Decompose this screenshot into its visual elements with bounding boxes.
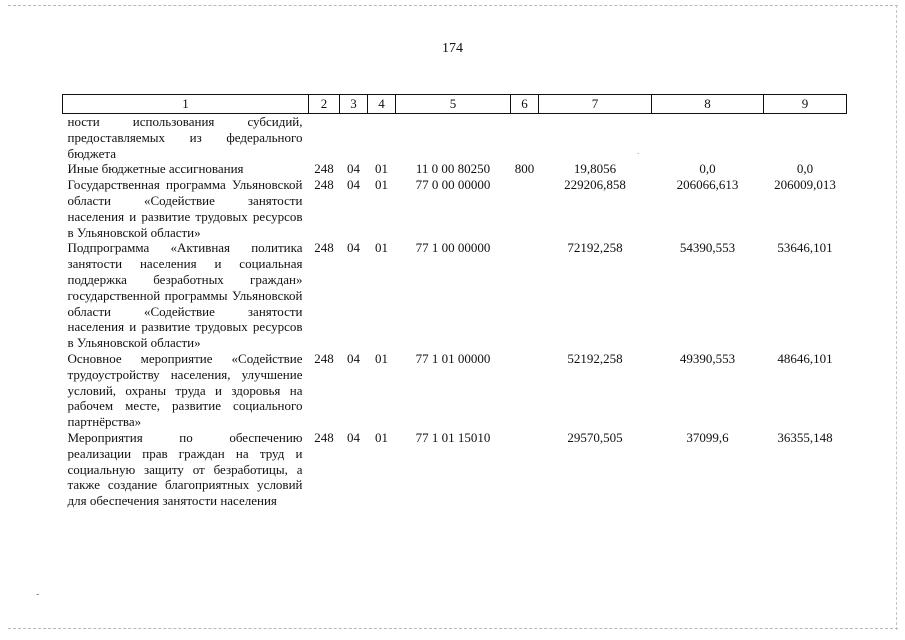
section-code: 04 <box>347 161 360 177</box>
amount-year-2: 37099,6 <box>686 429 729 445</box>
admin-code: 248 <box>314 350 334 366</box>
row-description: Основное мероприятие «Содействие трудоустройству населения, улучшение условий, охраны труда и здоровья на рабочем месте, развитие социального партнёрства» <box>67 350 303 430</box>
amount-year-1: 72192,258 <box>567 240 623 256</box>
target-article-code: 77 1 00 00000 <box>415 240 491 256</box>
amount-year-3 <box>764 114 847 162</box>
amount-year-3: 48646,101 <box>777 350 833 366</box>
column-header-6: 6 <box>511 95 539 114</box>
section-code: 04 <box>347 177 360 193</box>
budget-table <box>62 94 847 509</box>
amount-year-3: 206009,013 <box>774 177 836 193</box>
amount-year-1: 29570,505 <box>567 429 623 445</box>
amount-year-1: 19,8056 <box>573 161 617 177</box>
table-row <box>63 240 847 351</box>
admin-code: 248 <box>314 177 334 193</box>
amount-year-2: 0,0 <box>699 161 716 177</box>
scan-edge-right <box>896 5 897 630</box>
row-description: Иные бюджетные ассигнования <box>67 161 244 177</box>
column-header-1: 1 <box>63 95 309 114</box>
table-row <box>63 114 847 162</box>
subsection-code <box>368 114 396 162</box>
target-article-code <box>396 114 511 162</box>
row-description: Подпрограмма «Активная политика занятости населения и социальная поддержка безработных граждан» государственной программы Ульяновской области «Содействие занятости населения и развитие трудовых ресурсов в Ульяновской области» <box>67 240 303 351</box>
amount-year-2: 54390,553 <box>679 240 736 256</box>
section-code: 04 <box>347 240 360 256</box>
column-header-9: 9 <box>764 95 847 114</box>
section-code <box>340 114 368 162</box>
amount-year-3: 0,0 <box>796 161 814 177</box>
column-header-4: 4 <box>368 95 396 114</box>
column-header-3: 3 <box>340 95 368 114</box>
admin-code: 248 <box>314 429 334 445</box>
column-header-7: 7 <box>539 95 652 114</box>
target-article-code: 77 1 01 00000 <box>415 350 491 366</box>
column-header-2: 2 <box>309 95 340 114</box>
expense-type-code: 800 <box>514 161 535 177</box>
subsection-code: 01 <box>375 240 388 256</box>
section-code: 04 <box>347 429 360 445</box>
subsection-code: 01 <box>375 350 388 366</box>
table-row <box>63 177 847 240</box>
page-number: 174 <box>442 41 463 56</box>
admin-code: 248 <box>314 240 334 256</box>
amount-year-2 <box>652 114 764 162</box>
header-row <box>63 95 847 114</box>
admin-code <box>309 114 340 162</box>
table-row <box>63 161 847 177</box>
scan-edge-top <box>8 5 898 6</box>
target-article-code: 77 1 01 15010 <box>415 429 491 445</box>
amount-year-3: 53646,101 <box>777 240 833 256</box>
section-code: 04 <box>347 350 360 366</box>
column-header-8: 8 <box>652 95 764 114</box>
amount-year-2: 49390,553 <box>679 350 736 366</box>
scan-edge-bottom <box>8 628 898 629</box>
table-row <box>63 430 847 509</box>
expense-type-code <box>511 351 539 430</box>
scan-mark: - <box>36 589 40 600</box>
subsection-code: 01 <box>375 161 388 177</box>
amount-year-2: 206066,613 <box>676 177 739 193</box>
row-description: Мероприятия по обеспечению реализации прав граждан на труд и социальную защиту от безработицы, а также создание благоприятных условий для обеспечения занятости населения <box>67 429 303 509</box>
subsection-code: 01 <box>375 177 388 193</box>
expense-type-code <box>511 430 539 509</box>
subsection-code: 01 <box>375 429 388 445</box>
admin-code: 248 <box>314 161 334 177</box>
row-description: ности использования субсидий, предоставляемых из федерального бюджета <box>67 114 303 161</box>
expense-type-code <box>511 240 539 351</box>
column-header-5: 5 <box>396 95 511 114</box>
target-article-code: 77 0 00 00000 <box>415 177 491 193</box>
expense-type-code <box>511 114 539 162</box>
scan-dot: . <box>637 146 640 156</box>
row-description: Государственная программа Ульяновской области «Содействие занятости населения и развитие трудовых ресурсов в Ульяновской области» <box>67 177 303 240</box>
amount-year-1 <box>539 114 652 162</box>
target-article-code: 11 0 00 80250 <box>415 161 491 177</box>
amount-year-1: 52192,258 <box>567 350 623 366</box>
amount-year-3: 36355,148 <box>777 429 833 445</box>
expense-type-code <box>511 177 539 240</box>
table-row <box>63 351 847 430</box>
amount-year-1: 229206,858 <box>564 177 626 193</box>
